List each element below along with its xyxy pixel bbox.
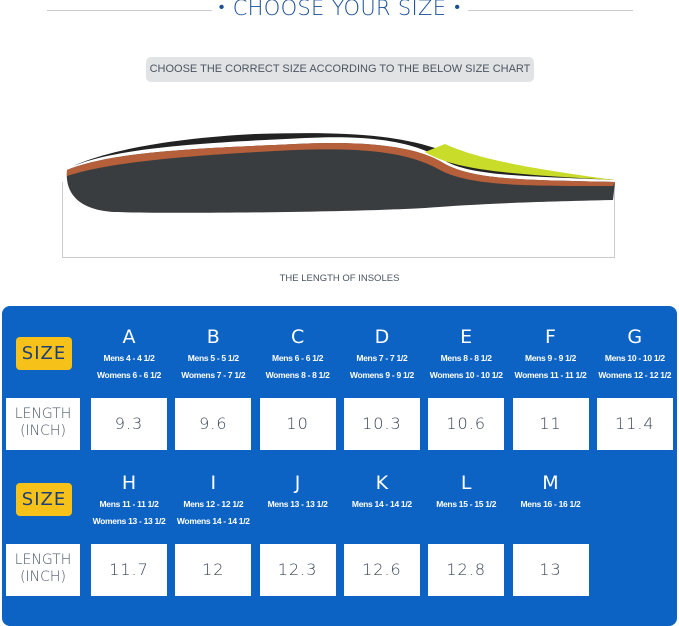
length-label-line1: LENGTH [14, 552, 72, 568]
womens-size: Womens 8 - 8 1/2 [265, 370, 330, 380]
length-value: 11 [513, 398, 589, 450]
mens-size: Mens 10 - 10 1/2 [604, 353, 665, 363]
length-value: 11.7 [91, 544, 167, 596]
size-letter: I [210, 472, 217, 494]
womens-size: Womens 14 - 14 1/2 [176, 516, 250, 526]
size-badge: SIZE [16, 337, 72, 370]
length-value: 12.3 [260, 544, 336, 596]
womens-size: Womens 11 - 11 1/2 [514, 370, 587, 380]
mens-size: Mens 14 - 14 1/2 [351, 499, 412, 509]
subtitle-banner: CHOOSE THE CORRECT SIZE ACCORDING TO THE BELOW SIZE CHART [146, 57, 534, 82]
mens-size: Mens 13 - 13 1/2 [267, 499, 328, 509]
size-letter: M [542, 472, 559, 494]
mens-size: Mens 7 - 7 1/2 [356, 353, 408, 363]
length-value: 9.3 [91, 398, 167, 450]
mens-size: Mens 4 - 4 1/2 [103, 353, 155, 363]
length-value: 12.6 [344, 544, 420, 596]
size-letter: H [121, 472, 137, 494]
length-caption: THE LENGTH OF INSOLES [279, 273, 400, 284]
mens-size: Mens 8 - 8 1/2 [440, 353, 492, 363]
page-title: • CHOOSE YOUR SIZE • [0, 0, 679, 20]
length-label-line2: (INCH) [20, 423, 66, 439]
mens-size: Mens 5 - 5 1/2 [187, 353, 239, 363]
length-label-line2: (INCH) [20, 569, 66, 585]
length-label-line1: LENGTH [14, 406, 72, 422]
length-value: 10 [260, 398, 336, 450]
womens-size: Womens 12 - 12 1/2 [598, 370, 672, 380]
length-inch-label [6, 544, 80, 596]
womens-size: Womens 10 - 10 1/2 [429, 370, 503, 380]
length-value: 12.8 [428, 544, 504, 596]
mens-size: Mens 6 - 6 1/2 [272, 353, 324, 363]
insole-image [55, 130, 625, 215]
length-value: 11.4 [597, 398, 673, 450]
length-inch-label [6, 398, 80, 450]
mens-size: Mens 11 - 11 1/2 [99, 499, 159, 509]
womens-size: Womens 9 - 9 1/2 [349, 370, 414, 380]
womens-size: Womens 7 - 7 1/2 [181, 370, 246, 380]
size-letter: F [545, 326, 556, 348]
length-value: 9.6 [175, 398, 251, 450]
mens-size: Mens 9 - 9 1/2 [524, 353, 577, 363]
length-value: 10.3 [344, 398, 420, 450]
size-letter: D [374, 326, 390, 348]
size-letter: L [460, 472, 472, 494]
length-value: 12 [175, 544, 251, 596]
size-letter: C [290, 326, 305, 348]
title-text: CHOOSE YOUR SIZE [232, 0, 447, 20]
length-value: 10.6 [428, 398, 504, 450]
size-letter: E [460, 326, 473, 348]
size-letter: B [206, 326, 220, 348]
mens-size: Mens 12 - 12 1/2 [183, 499, 244, 509]
size-letter: J [294, 472, 301, 494]
size-letter: K [375, 472, 389, 494]
mens-size: Mens 16 - 16 1/2 [520, 499, 581, 509]
size-letter: A [122, 326, 136, 348]
length-value: 13 [513, 544, 589, 596]
mens-size: Mens 15 - 15 1/2 [436, 499, 497, 509]
womens-size: Womens 13 - 13 1/2 [92, 516, 166, 526]
size-letter: G [627, 326, 643, 348]
womens-size: Womens 6 - 6 1/2 [96, 370, 161, 380]
size-badge: SIZE [16, 483, 72, 516]
